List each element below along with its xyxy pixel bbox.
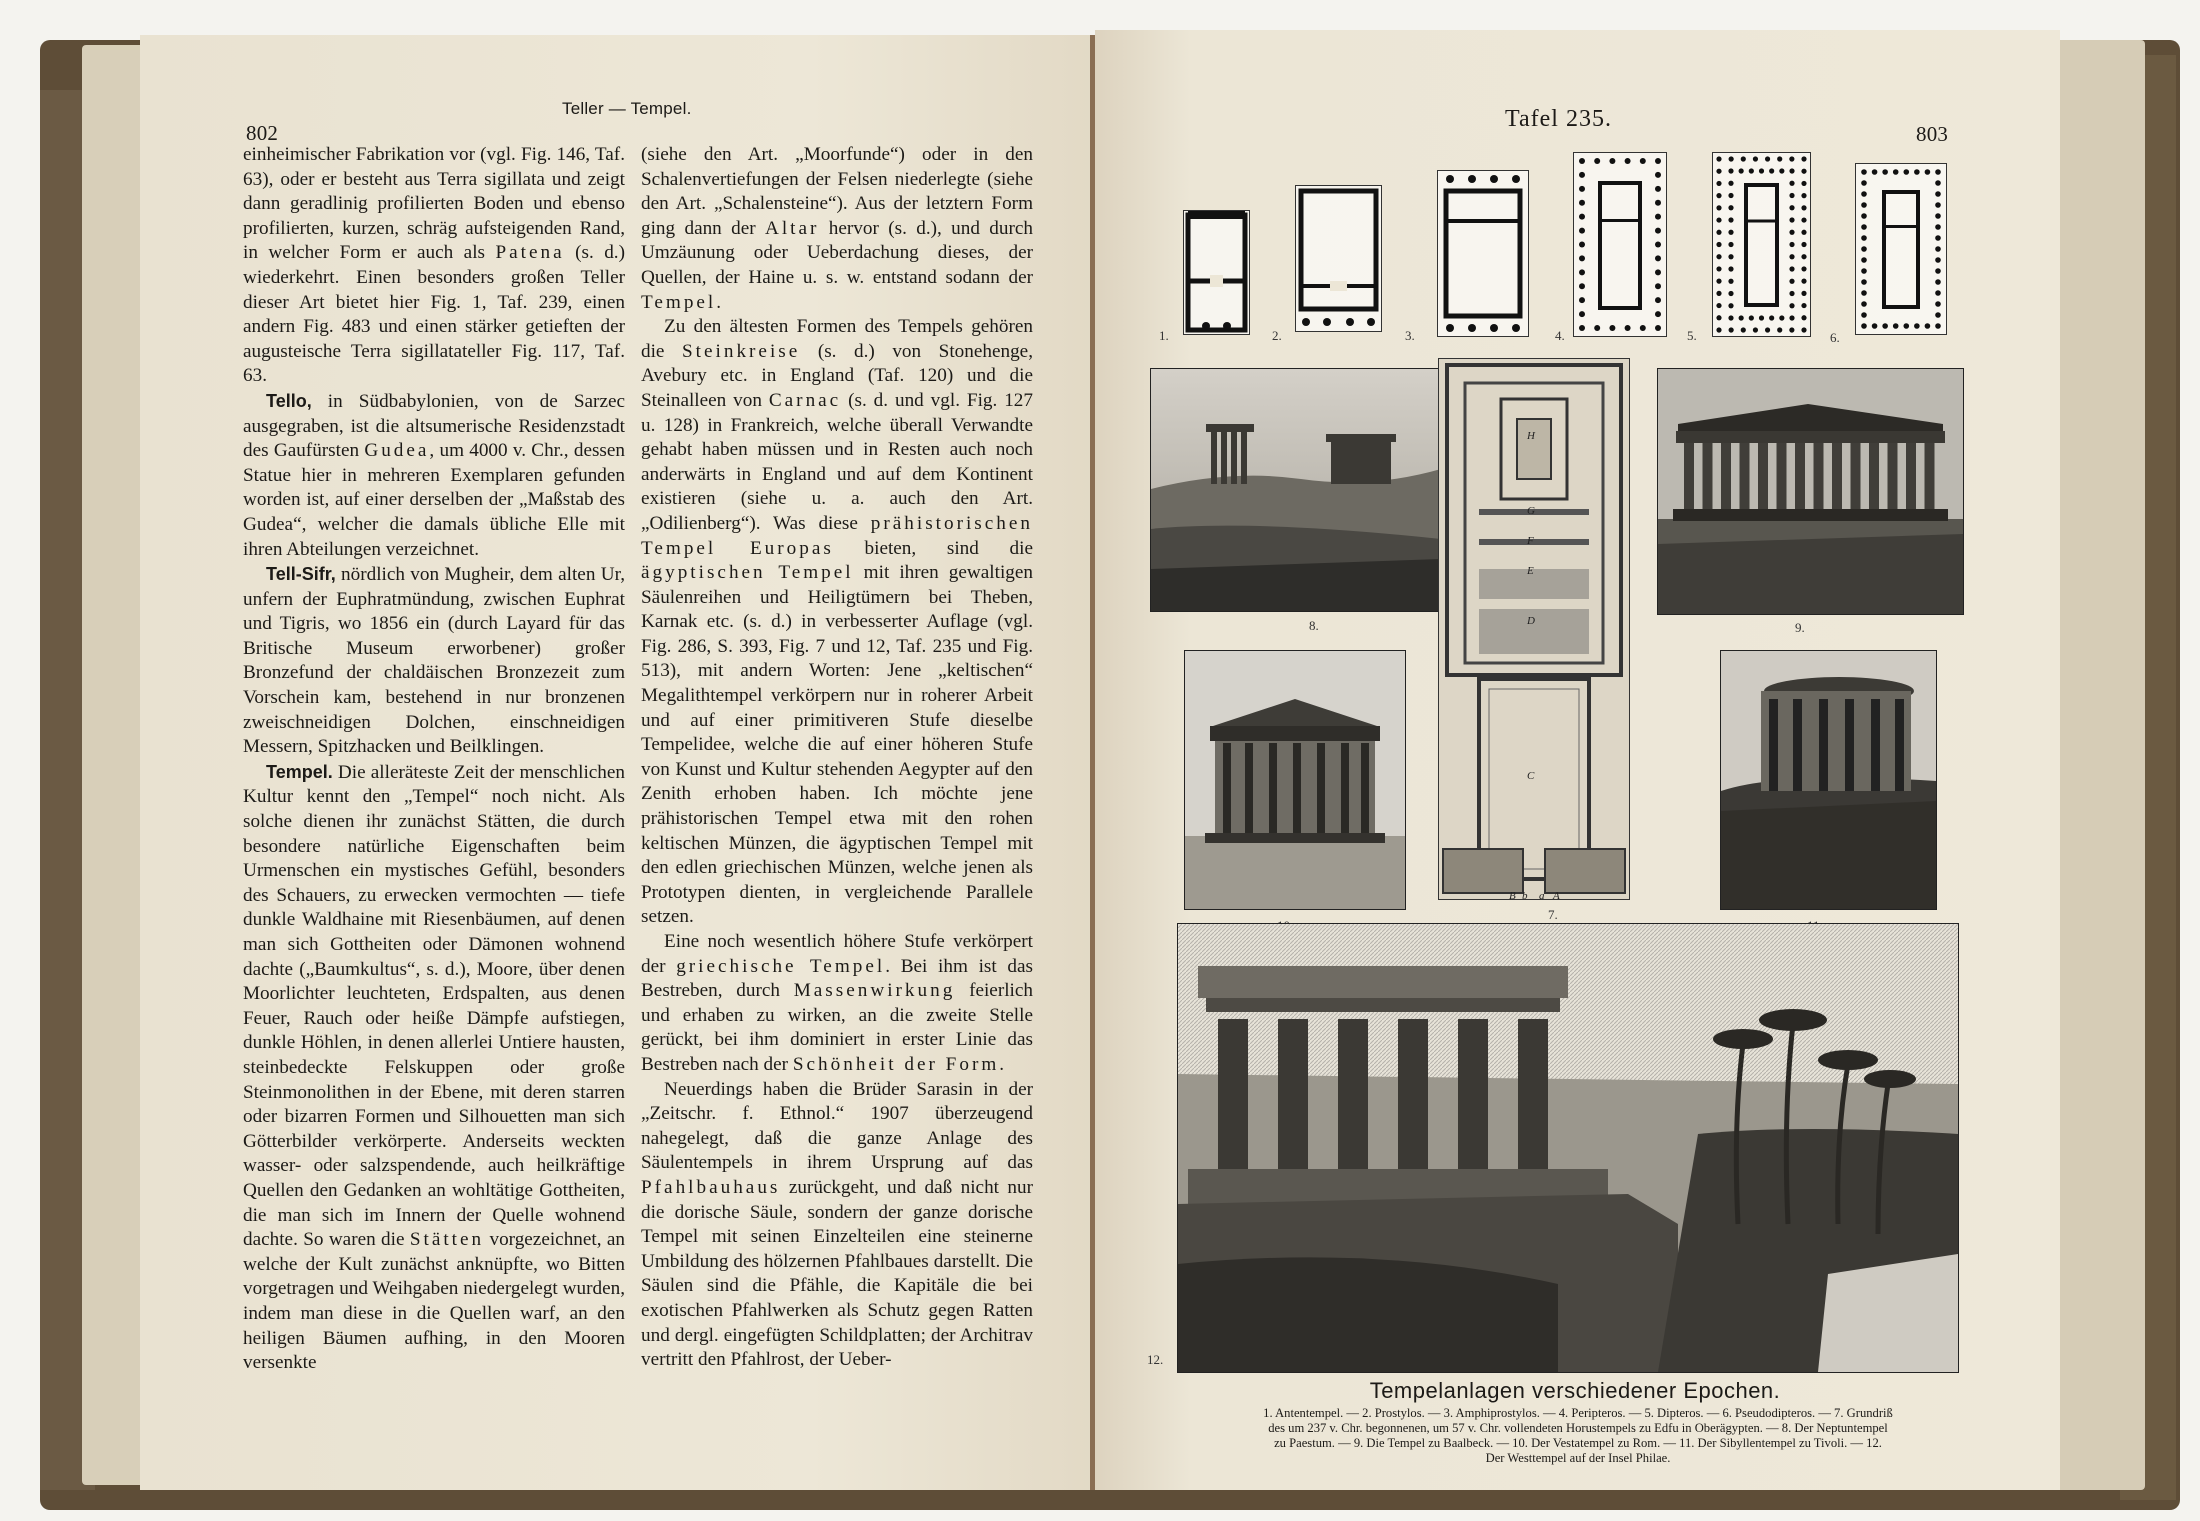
text-run: hervor (s. d.), und durch Umzäunung oder Ueberdachung dieses, der Quellen, der Haine u. s. w. entstand sodann der	[641, 217, 1033, 288]
figure-number-12: 12.	[1147, 1352, 1164, 1367]
plate-caption-text	[1143, 1406, 2013, 1466]
text-run: (s. d.) wiederkehrt. Einen besonders großen Teller dieser Art bietet hier Fig. 1, Taf. 239, einen andern Fig. 483 und einen stärker getieften der augusteische Terra sigillatateller Fig. 117, Taf. 63.	[243, 242, 625, 387]
text-column-left	[243, 143, 625, 1376]
text-run: Stätten	[409, 1229, 485, 1251]
caption-line: Der Westtempel auf der Insel Philae.	[1485, 1451, 1671, 1465]
photo-sibyl-temple	[1720, 650, 1937, 910]
text-run: feierlich und erhaben zu wirken, an die zweite Stelle gerückt, bei ihm dominiert in erster Linie das Bestreben nach der	[641, 980, 1033, 1075]
plan-number-1: 1.	[1159, 328, 1169, 343]
text-run: Neuerdings haben die Brüder Sarasin in der „Zeitschr. f. Ethnol.“ 1907 überzeugend nahegelegt, daß die ganze Anlage des Säulentempels in ihrem Ursprung auf das	[641, 1078, 1033, 1174]
figure-number-7: 7.	[1548, 907, 1558, 922]
svg-text:B: B	[1509, 890, 1516, 899]
svg-text:C: C	[1527, 770, 1535, 782]
svg-text:F: F	[1527, 535, 1534, 547]
text-run: Die alleräteste Zeit der menschlichen Kultur kennt den „Tempel“ noch nicht. Als solche dienen ihr zunächst Stätten, die durch besondere natürliche Eigenschaften beim Urmenschen ein mystisches Gefühl, besonders des Schauers, zu erwecken vermochten — tiefe dunkle Waldhaine mit Riesenbäumen, auf denen man sich Gottheiten oder Dämonen wohnend dachte („Baumkultus“, s. d.), Moore, über denen Moorlichter leuchteten, Erdspalten, aus denen Feuer, Rauch oder heiße Dämpfe aufstiegen, dunkle Höhlen, in denen allerlei Untiere hausten, steinbedeckte Felskuppen oder große Steinmonolithen in der Ebene, mit deren starren oder bizarren Formen und Silhouetten man sich Götterbilder verkörperte. Anderseits weckten wasser- oder salzspendende, auch heilkräftige Quellen den Gedanken an wohltätige Gottheiten, die man sich im Innern der Quelle wohnend dachte. So waren die	[243, 761, 625, 1251]
text-run: mit ihren gewaltigen Säulenreihen und Heiligtümern bei Theben, Karnak etc. (s. d.) in verbesserter Auflage (vgl. Fig. 286, S. 393, Fig. 7 und 12, Taf. 235 und Fig. 513), mit andern Worten: Jene „keltischen“ Megalithtempel verkörpern nur in roherer Arbeit und auf einer primitiveren Stufe dieselbe Tempelidee, welche die auf einer höheren Stufe von Kunst und Kultur stehenden Aegypter auf den Zenith erhoben haben. Ich möchte jene prähistorischen Tempel etwa mit den rohen keltischen Münzen, die ägyptischen Tempel mit den edlen griechischen Münzen, welche jenen als Prototypen dienten, in vergleichende Parallele setzen.	[641, 562, 1033, 928]
paragraph	[641, 315, 1033, 930]
text-run: Altar	[764, 217, 820, 239]
text-run: Carnac	[768, 389, 842, 411]
floor-plan-amphiprostylos	[1437, 170, 1529, 337]
figure-number-8: 8.	[1309, 618, 1319, 633]
text-run: .	[999, 1053, 1005, 1075]
photo-baalbeck-ruins	[1150, 368, 1442, 612]
plan-number-3: 3.	[1405, 328, 1415, 343]
floor-plan-antentempel	[1183, 210, 1250, 335]
entry-headword: Tempel.	[266, 761, 333, 782]
text-run: (s. d.) von Stonehenge, Avebury etc. in England (Taf. 120) und die Steinalleen von	[641, 340, 1033, 411]
right-page	[1095, 30, 2060, 1490]
text-run: griechische Tempel	[676, 955, 886, 977]
svg-text:b: b	[1522, 890, 1528, 899]
text-run: Patena	[495, 242, 565, 264]
svg-text:A: A	[1553, 890, 1560, 899]
photo-vesta-temple	[1184, 650, 1406, 910]
photo-neptune-temple	[1657, 368, 1964, 615]
svg-text:E: E	[1527, 565, 1534, 577]
caption-line: zu Paestum. — 9. Die Tempel zu Baalbeck. — 10. Der Vestatempel zu Rom. — 11. Der Sibyllentempel zu Tivoli. — 12.	[1274, 1436, 1882, 1450]
dictionary-entry	[243, 562, 625, 760]
text-run: zurückgeht, und daß nicht nur die dorische Säule, sondern der ganze dorische Tempel mit seinen Einzelteilen eine steinerne Umbildung des hölzernen Pfahlbaues darstellt. Die Säulen sind die Pfähle, die Kapitäle die bei exotischen Pfahlwerken als Schutz gegen Ratten und dergl. eingefügten Schildplatten; der Architrav vertritt den Pfahlrost, der Ueber-	[641, 1176, 1033, 1371]
plate-caption-title: Tempelanlagen verschiedener Epochen.	[1369, 1378, 1781, 1403]
text-run: . Bei ihm ist das Bestreben, durch	[641, 955, 1033, 1002]
text-run: , um 4000 v. Chr., dessen Statue hier in mehreren Exemplaren gefunden worden ist, auf einer derselben der „Maßstab des Gudea“, welcher die damals übliche Elle mit ihren Abteilungen verzeichnet.	[243, 440, 625, 560]
svg-text:a: a	[1539, 890, 1545, 899]
text-run: Schönheit der Form	[792, 1053, 1000, 1075]
text-run: Zu den ältesten Formen des Tempels gehören die	[641, 316, 1033, 362]
text-run: einheimischer Fabrikation vor (vgl. Fig. 146, Taf. 63), oder er besteht aus Terra sigillata und zeigt dann geradlinig profilierten Boden und ebenso profilierten, kurzen, schräg aufsteigenden Rand, in welcher Form er auch als	[243, 144, 625, 264]
floor-plan-pseudodipteros	[1855, 163, 1947, 335]
text-run: Eine noch wesentlich höhere Stufe verkörpert der	[641, 931, 1033, 977]
plan-number-6: 6.	[1830, 330, 1840, 345]
page-number-left: 802	[246, 121, 279, 145]
running-header: Teller — Tempel.	[562, 99, 692, 118]
text-run: Steinkreise	[682, 340, 801, 362]
plan-number-2: 2.	[1272, 328, 1282, 343]
text-run: Massenwirkung	[793, 980, 956, 1002]
text-run: nördlich von Mugheir, dem alten Ur, unfern der Euphratmündung, zwischen Euphrat und Tigris, wo 1856 ein (durch Layard für das Britische Museum erworbener) großer Bronzefund der chaldäischen Bronzezeit zum Vorschein kam, bestehend in nur bronzenen zweischneidigen Dolchen, einschneidigen Messern, Spitzhacken und Beilklingen.	[243, 564, 625, 758]
floor-plan-edfu-temple	[1438, 358, 1630, 900]
left-page	[140, 35, 1100, 1490]
plate-title: Tafel 235.	[1505, 106, 1612, 132]
paragraph	[641, 143, 1033, 315]
floor-plan-prostylos	[1295, 185, 1382, 332]
floor-plan-dipteros	[1712, 152, 1811, 337]
svg-text:D: D	[1527, 615, 1535, 627]
caption-line: des um 237 v. Chr. begonnenen, um 57 v. Chr. vollendeten Horustempels zu Edfu in Oberägypten. — 8. Der Neptuntempel	[1268, 1421, 1888, 1435]
text-run: Pfahlbauhaus	[641, 1176, 781, 1198]
paragraph	[641, 930, 1033, 1078]
text-run: Gudea	[364, 440, 430, 462]
paragraph	[243, 143, 625, 389]
engraving-philae-temple	[1177, 923, 1959, 1373]
text-column-right	[641, 143, 1033, 1373]
text-run: (s. d. und vgl. Fig. 127 u. 128) in Frankreich, welche überall Verwandte gehabt haben müssen und in Resten auch noch anderwärts in England und auf dem Kontinent existieren (siehe u. a. auch den Art. „Odilienberg“). Was diese	[641, 389, 1033, 534]
text-run: in Südbabylonien, von de Sarzec ausgegraben, ist die altsumerische Residenzstadt des Gaufürsten	[243, 390, 625, 462]
text-run: bieten, sind die	[833, 537, 1033, 559]
floor-plan-peripteros	[1573, 152, 1667, 337]
entry-headword: Tello,	[266, 390, 312, 411]
dictionary-entry	[243, 389, 625, 562]
dictionary-entry	[243, 760, 625, 1376]
text-run: Tempel	[641, 291, 717, 313]
page-number-right: 803	[1916, 122, 1949, 146]
entry-headword: Tell-Sifr,	[266, 564, 336, 585]
paragraph	[641, 1078, 1033, 1373]
plan-number-4: 4.	[1555, 328, 1565, 343]
text-run: vorgezeichnet, an welche der Kult zunächst anknüpfte, wo Bitten vorgetragen und Weihgaben niedergelegt wurden, indem man diese in die Quellen warf, an den heiligen Bäumen aufhing, in den Mooren versenkte	[243, 1229, 625, 1374]
text-run: .	[716, 291, 722, 313]
figure-number-9: 9.	[1795, 620, 1805, 635]
text-run: (siehe den Art. „Moorfunde“) oder in den Schalenvertiefungen der Felsen niederlegte (siehe den Art. „Schalensteine“). Aus der letztern Form ging dann der	[641, 144, 1033, 239]
text-run: ägyptischen Tempel	[641, 562, 854, 584]
svg-text:G: G	[1527, 505, 1535, 517]
caption-line: 1. Antentempel. — 2. Prostylos. — 3. Amphiprostylos. — 4. Peripteros. — 5. Dipteros. — 6. Pseudodipteros. — 7. Grundriß	[1263, 1406, 1893, 1420]
plan-number-5: 5.	[1687, 328, 1697, 343]
svg-text:H: H	[1527, 430, 1535, 442]
text-run: prähistorischen Tempel Europas	[641, 512, 1033, 559]
